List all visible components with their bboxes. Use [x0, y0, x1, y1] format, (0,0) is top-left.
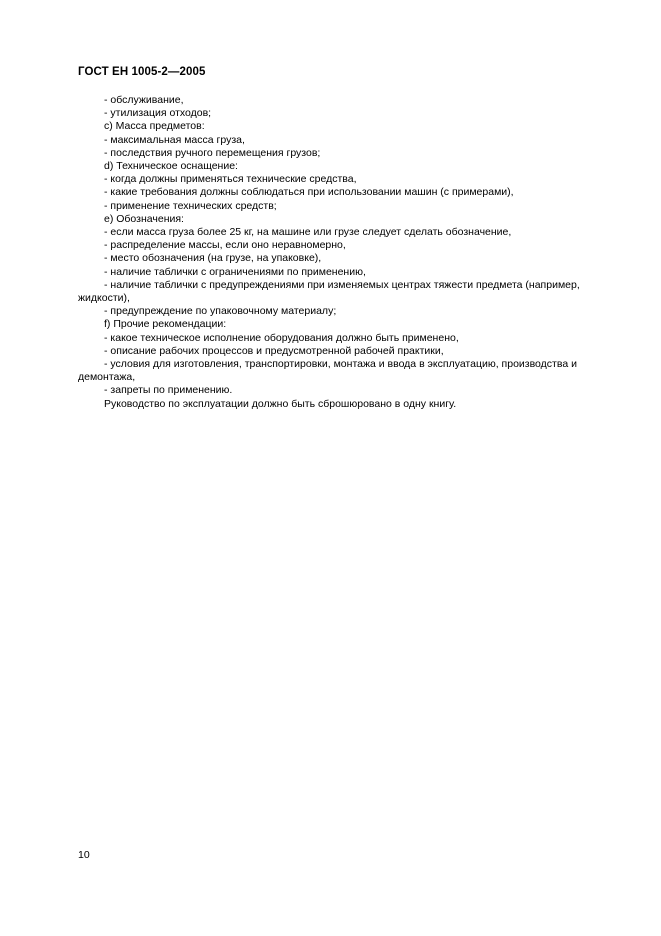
list-item: - условия для изготовления, транспортировки, монтажа и ввода в эксплуатацию, производства и демонтажа, — [78, 358, 577, 384]
list-item: - предупреждение по упаковочному материалу; — [104, 305, 337, 318]
list-item: - утилизация отходов; — [104, 107, 212, 120]
list-item: - когда должны применяться технические средства, — [104, 173, 357, 186]
list-item: - применение технических средств; — [104, 199, 277, 212]
list-item: - запреты по применению. — [104, 384, 233, 397]
list-item: - какие требования должны соблюдаться при использовании машин (с примерами), — [104, 186, 514, 199]
list-item: - если масса груза более 25 кг, на машине или грузе следует сделать обозначение, — [104, 226, 512, 239]
list-item: - место обозначения (на грузе, на упаковке), — [104, 252, 322, 265]
list-item: - какое техническое исполнение оборудования должно быть применено, — [104, 331, 459, 344]
page-number: 10 — [78, 849, 90, 861]
list-item: - максимальная масса груза, — [104, 133, 245, 146]
closing-paragraph: Руководство по эксплуатации должно быть сброшюровано в одну книгу. — [104, 397, 457, 410]
list-item: - описание рабочих процессов и предусмотренной рабочей практики, — [104, 344, 444, 357]
section-heading-d: d) Техническое оснащение: — [104, 160, 238, 173]
list-item: - наличие таблички с ограничениями по применению, — [104, 265, 366, 278]
document-body — [78, 94, 618, 411]
list-item: - последствия ручного перемещения грузов; — [104, 146, 321, 159]
section-heading-c: c) Масса предметов: — [104, 120, 205, 133]
list-item: - распределение массы, если оно неравномерно, — [104, 239, 346, 252]
document-header: ГОСТ ЕН 1005-2—2005 — [78, 66, 206, 78]
list-item: - обслуживание, — [104, 94, 184, 106]
section-heading-e: e) Обозначения: — [104, 212, 184, 225]
list-item: - наличие таблички с предупреждениями при изменяемых центрах тяжести предмета (например, жидкости), — [78, 278, 580, 305]
section-heading-f: f) Прочие рекомендации: — [104, 318, 227, 331]
